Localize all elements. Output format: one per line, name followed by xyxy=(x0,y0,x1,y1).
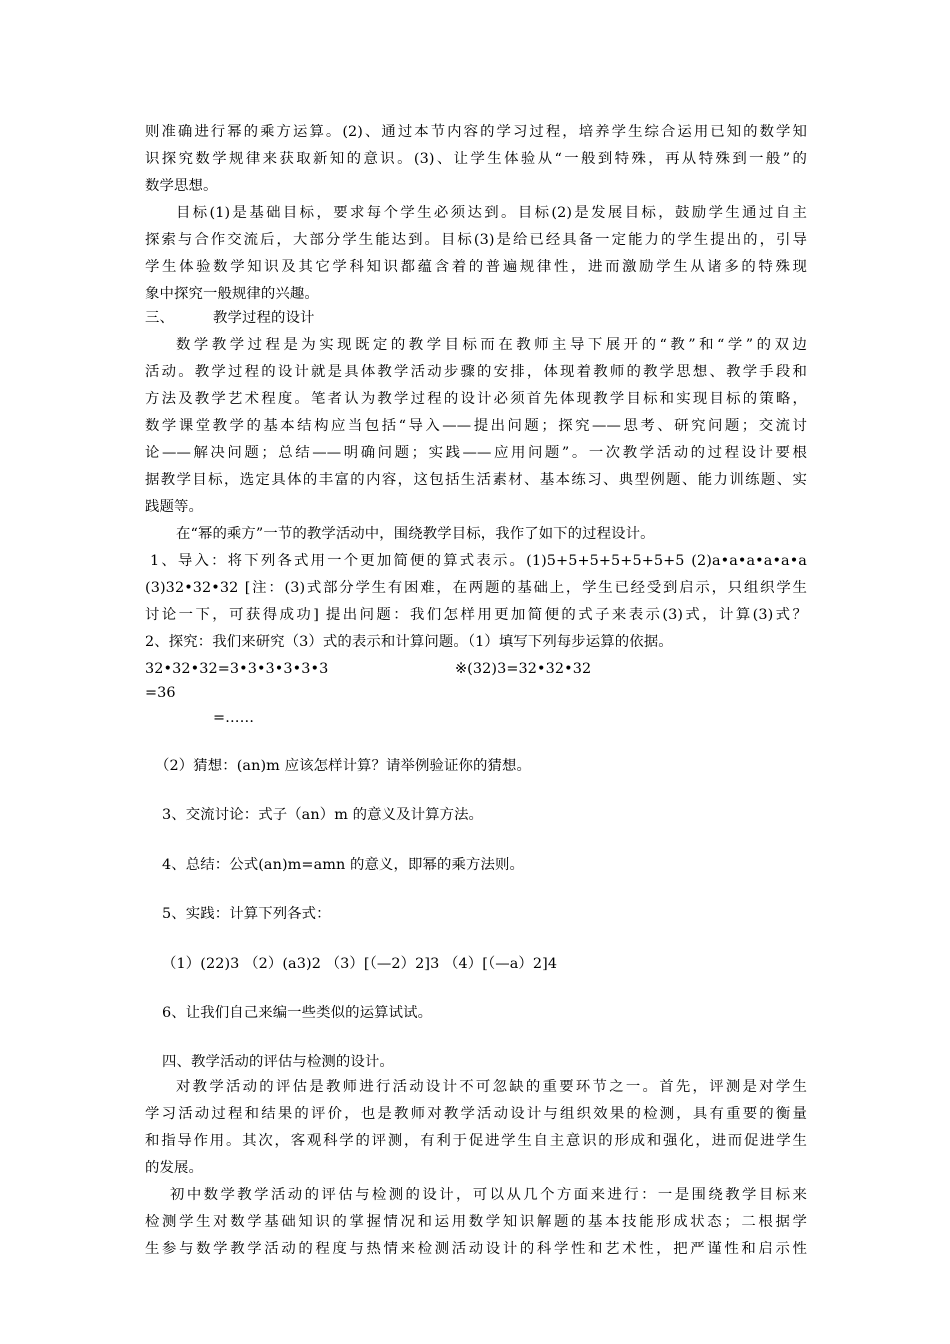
paragraph-line: 识探究数学规律来获取新知的意识。(3)、让学生体验从“一般到特殊，再从特殊到一般”的 xyxy=(145,151,807,167)
step-line: 3、交流讨论：式子（an）m 的意义及计算方法。 xyxy=(162,807,484,823)
formula-line: =…… xyxy=(213,710,255,726)
paragraph-line: 数学教学过程是为实现既定的教学目标而在教师主导下展开的“教”和“学”的双边 xyxy=(176,337,807,353)
paragraph-line: 初中数学教学活动的评估与检测的设计，可以从几个方面来进行：一是围绕教学目标来 xyxy=(170,1187,807,1203)
paragraph-line: 践题等。 xyxy=(145,499,203,515)
step-line: 4、总结：公式(an)m=amn 的意义，即幂的乘方法则。 xyxy=(162,857,524,873)
step-line: 讨论一下，可获得成功] 提出问题：我们怎样用更加简便的式子来表示(3)式，计算(3)式？ xyxy=(145,607,807,623)
paragraph-line: 方法及教学艺术程度。笔者认为教学过程的设计必须首先体现教学目标和实现目标的策略， xyxy=(145,391,807,407)
formula-line: ※(32)3=32•32•32 xyxy=(455,661,592,677)
paragraph-line: 象中探究一般规律的兴趣。 xyxy=(145,286,319,302)
paragraph-line: 数学思想。 xyxy=(145,178,218,194)
paragraph-line: 对教学活动的评估是教师进行活动设计不可忽缺的重要环节之一。首先，评测是对学生 xyxy=(176,1079,807,1095)
paragraph-line: 在“幂的乘方”一节的教学活动中，围绕教学目标，我作了如下的过程设计。 xyxy=(176,526,655,542)
paragraph-line: 的发展。 xyxy=(145,1160,203,1176)
section-heading: 教学过程的设计 xyxy=(213,310,315,326)
formula-line: 32•32•32=3•3•3•3•3•3 xyxy=(145,661,329,677)
step-line: 2、探究：我们来研究（3）式的表示和计算问题。（1）填写下列每步运算的依据。 xyxy=(145,634,673,650)
step-line: 1、导入：将下列各式用一个更加简便的算式表示。(1)5+5+5+5+5+5+5 (2)a•a•a•a•a•a xyxy=(150,553,807,569)
paragraph-line: 活动。教学过程的设计就是具体教学活动步骤的安排，体现着教师的教学思想、教学手段和 xyxy=(145,364,807,380)
paragraph-line: 探索与合作交流后，大部分学生能达到。目标(3)是给已经具备一定能力的学生提出的，引导 xyxy=(145,232,807,248)
paragraph-line: 论——解决问题；总结——明确问题；实践——应用问题”。一次教学活动的过程设计要根 xyxy=(145,445,807,461)
paragraph-line: 和指导作用。其次，客观科学的评测，有利于促进学生自主意识的形成和强化，进而促进学生 xyxy=(145,1133,807,1149)
paragraph-line: 生参与数学教学活动的程度与热情来检测活动设计的科学性和艺术性，把严谨性和启示性 xyxy=(145,1241,807,1257)
paragraph-line: 则准确进行幂的乘方运算。(2)、通过本节内容的学习过程，培养学生综合运用已知的数学知 xyxy=(145,124,807,140)
step-line: 6、让我们自己来编一些类似的运算试试。 xyxy=(162,1005,433,1021)
section-number: 三、 xyxy=(145,310,174,326)
paragraph-line: 学生体验数学知识及其它学科知识都蕴含着的普遍规律性，进而激励学生从诸多的特殊现 xyxy=(145,259,807,275)
step-line: （2）猜想：(an)m 应该怎样计算？请举例验证你的猜想。 xyxy=(155,758,531,774)
paragraph-line: 目标(1)是基础目标，要求每个学生必须达到。目标(2)是发展目标，鼓励学生通过自主 xyxy=(176,205,807,221)
paragraph-line: 学习活动过程和结果的评价，也是教师对教学活动设计与组织效果的检测，具有重要的衡量 xyxy=(145,1106,807,1122)
step-line: (3)32•32•32 [注：(3)式部分学生有困难，在两题的基础上，学生已经受到启示，只组织学生 xyxy=(145,580,807,596)
formula-line: =36 xyxy=(145,685,176,701)
section-heading: 四、教学活动的评估与检测的设计。 xyxy=(162,1054,394,1070)
paragraph-line: 数学课堂教学的基本结构应当包括“导入——提出问题；探究——思考、研究问题；交流讨 xyxy=(145,418,807,434)
exercise-line: （1）(22)3 （2）(a3)2 （3）[（—2）2]3 （4）[（—a）2]4 xyxy=(162,956,558,972)
paragraph-line: 检测学生对数学基础知识的掌握情况和运用数学知识解题的基本技能形成状态；二根据学 xyxy=(145,1214,807,1230)
step-line: 5、实践：计算下列各式： xyxy=(162,906,331,922)
paragraph-line: 据教学目标，选定具体的丰富的内容，这包括生活素材、基本练习、典型例题、能力训练题、实 xyxy=(145,472,807,488)
